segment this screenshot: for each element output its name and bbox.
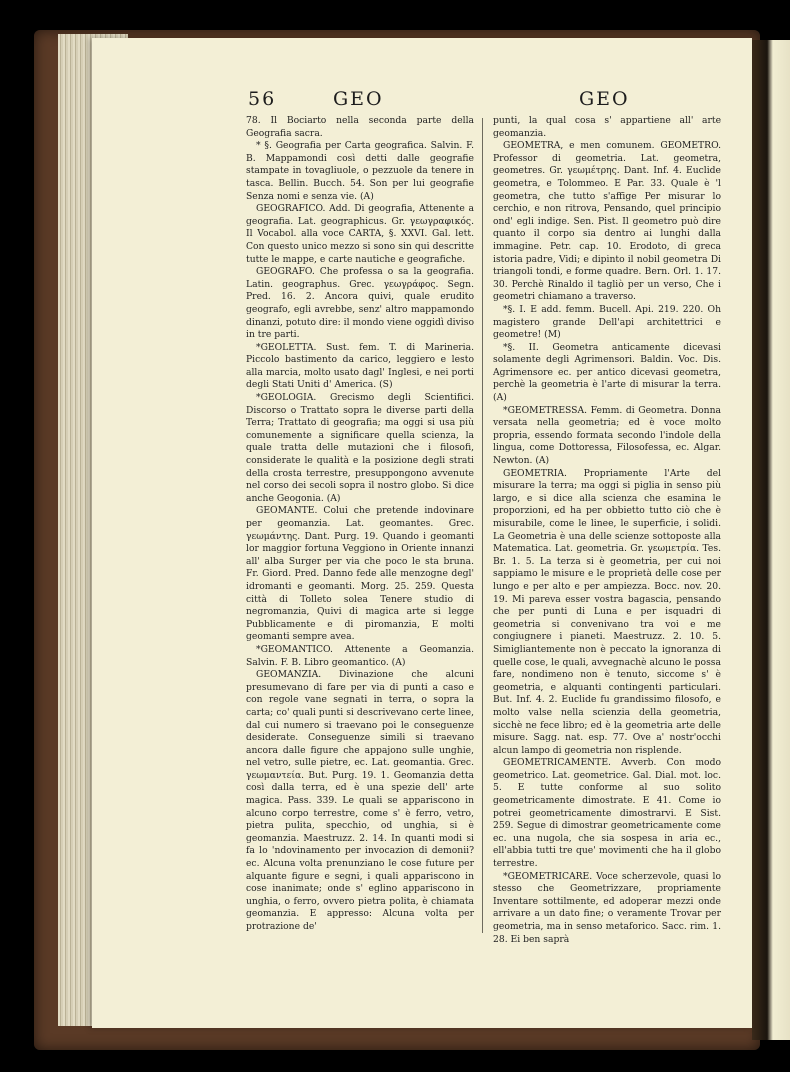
entry-paragraph: GEOGRAFICO. Add. Di geografia, Attenente a geografia. Lat. geographicus. Gr. γεωγραφικός. Il Vocabol. alla voce CARTA, §. XXVI. Gal. lett. Con questo unico mezzo si sono sin qui descritte tutte le mappe, e carte nautiche e geografiche. bbox=[246, 203, 474, 265]
entry-paragraph: GEOGRAFO. Che professa o sa la geografia. Latin. geographus. Grec. γεωγράφος. Segn. Pred. 16. 2. Ancora quivi, quale erudito geografo, egli avrebbe, senz' altro mappamondo dinanzi, potuto dire: il mondo viene oggidì diviso in tre parti. bbox=[246, 266, 474, 341]
entry-paragraph: *GEOMETRICARE. Voce scherzevole, quasi lo stesso che Geometrizzare, propriamente Inventare sottilmente, ed adoperar mezzi onde arrivare a un dato fine; o veramente Trovar per geometria, ma in senso metaforico. Sacc. rim. 1. 28. Ei ben saprà bbox=[493, 870, 721, 945]
entry-paragraph: GEOMANTE. Colui che pretende indovinare per geomanzia. Lat. geomantes. Grec. γεωμάντης. Dant. Purg. 19. Quando i geomanti lor maggior fortuna Veggiono in Oriente innanzi all' alba Surger per via che poco le sta bruna. Fr. Giord. Pred. Danno fede alle menzogne degl' idromanti e geomanti. Morg. 25. 259. Questa città di Tolleto solea Tenere studio di negromanzia, Quivi di magica arte si legge Pubblicamente e di piromanzia, E molti geomanti sempre avea. bbox=[246, 505, 474, 643]
right-column bbox=[493, 115, 721, 945]
entry-paragraph: *GEOMETRESSA. Femm. di Geometra. Donna versata nella geometria; ed è voce molto propria, essendo formata secondo l'indole della lingua, come Dottoressa, Filosofessa, ec. Algar. Newton. (A) bbox=[493, 404, 721, 467]
entry-paragraph: punti, la qual cosa s' appartiene all' arte geomanzia. bbox=[493, 115, 721, 139]
entry-paragraph: GEOMANZIA. Divinazione che alcuni presumevano di fare per via di punti a caso e con regole vane segnati in terra, o sopra la carta; co' quali punti si descrivevano certe linee, dal cui numero si traevano poi le conseguenze desiderate. Conseguenze simili si traevano ancora dalle figure che appajono sulle unghie, nel vetro, sulle pietre, ec. Lat. geomantia. Grec. γεωμαντεία. But. Purg. 19. 1. Geomanzia detta così dalla terra, ed è una spezie dell' arte magica. Pass. 339. Le quali se appariscono in alcuno corpo terrestre, come s' è ferro, vetro, pietra pulita, specchio, od unghia, si è geomanzia. Maestruzz. 2. 14. In quanti modi si fa lo 'ndovinamento per invocazion di demonii? ec. Alcuna volta prenunziano le cose future per alquante figure e segni, i quali appariscono in cose inanimate; onde s' eglino appariscono in unghia, o ferro, ovvero pietra polita, è chiamata geomanzia. E appresso: Alcuna volta per protrazione de' bbox=[246, 669, 474, 932]
entry-paragraph: * §. Geografia per Carta geografica. Salvin. F. B. Mappamondi così detti dalle geografie stampate in tovagliuole, o pezzuole da tenere in tasca. Bellin. Bucch. 54. Son per lui geografie Senza nomi e senza vie. (A) bbox=[246, 140, 474, 202]
right-running-head: GEO bbox=[579, 88, 630, 110]
entry-paragraph: GEOMETRIA. Propriamente l'Arte del misurare la terra; ma oggi si piglia in senso più largo, e si dice alla scienza che esamina le proporzioni, ed ha per obbietto tutto ciò che è misurabile, come le linee, le superficie, i solidi. La Geometria è una delle scienze sottoposte alla Matematica. Lat. geometria. Gr. γεωμετρία. Tes. Br. 1. 5. La terza si è geometria, per cui noi sappiamo le misure e le proprietà delle cose per lungo e per alto e per ampiezza. Bocc. nov. 20. 19. Mi pareva esser vostra bagascia, pensando che per punti di Luna e per isquadri di geometria si convenivano tra voi e me congiugnere i pianeti. Maestruzz. 2. 10. 5. Simigliantemente non è peccato la ignoranza di quelle cose, le quali, avvegnachè alcuno le possa fare, nondimeno non è tenuto, siccome s' è geometria, e alquanti contingenti particulari. But. Inf. 4. 2. Euclide fu grandissimo filosofo, e molto valse nella scienzia della geometria, sicchè ne fece libro; ed è la geometria arte delle misure. Sagg. nat. esp. 77. Ove a' nostr'occhi alcun lampo di geometria non risplende. bbox=[493, 467, 721, 756]
entry-paragraph: *§. II. Geometra anticamente dicevasi solamente degli Agrimensori. Baldin. Voc. Dis. Agrimensore ec. per antico dicevasi geometra, perchè la geometria è l'arte di misurar la terra. (A) bbox=[493, 341, 721, 404]
entry-paragraph: *GEOLOGIA. Grecismo degli Scientifici. Discorso o Trattato sopra le diverse parti della Terra; Trattato di geografia; ma oggi si usa più comunemente a significare quella scienza, la quale tratta delle mutazioni che i filosofi, considerate le qualità e la posizione degli strati della crosta terrestre, presuppongono avvenute nel corso dei secoli sopra il nostro globo. Si dice anche Geogonia. (A) bbox=[246, 392, 474, 504]
left-column bbox=[246, 115, 474, 937]
next-page-edge bbox=[752, 40, 790, 1040]
entry-paragraph: *GEOLETTA. Sust. fem. T. di Marineria. Piccolo bastimento da carico, leggiero e lesto alla marcia, molto usato dagl' Inglesi, e nei porti degli Stati Uniti d' America. (S) bbox=[246, 341, 474, 391]
entry-paragraph: GEOMETRICAMENTE. Avverb. Con modo geometrico. Lat. geometrice. Gal. Dial. mot. loc. 5. E tutte conforme al suo solito geometricamente dimostrate. E 41. Come io potrei geometricamente dimostrarvi. E Sist. 259. Segue di dimostrar geometricamente come ec. una nugola, che sia sospesa in aria ec., ell'abbia tutti tre que' movimenti che ha il globo terrestre. bbox=[493, 757, 721, 870]
left-running-head: GEO bbox=[333, 88, 384, 110]
entry-paragraph: GEOMETRA, e men comunem. GEOMETRO. Professor di geometria. Lat. geometra, geometres. Gr. γεωμέτρης. Dant. Inf. 4. Euclide geometra, e Tolommeo. E Par. 33. Quale è 'l geometra, che tutto s'affige Per misurar lo cerchio, e non ritrova, Pensando, quel principio ond' egli indige. Sen. Pist. Il geometro può dire quanto il corpo sia dentro ai lunghi dalla immagine. Petr. cap. 10. Erodoto, di greca istoria padre, Vidi; e dipinto il nobil geometra Di triangoli tondi, e forme quadre. Bern. Orl. 1. 17. 30. Perchè Rinaldo il tagliò per un verso, Che i geometri chiamano a traverso. bbox=[493, 140, 721, 303]
column-divider bbox=[482, 118, 483, 933]
entry-paragraph: 78. Il Bociarto nella seconda parte della Geografia sacra. bbox=[246, 115, 474, 139]
entry-paragraph: *§. I. E add. femm. Bucell. Api. 219. 220. Oh magistero grande Dell'api architettrici e geometre! (M) bbox=[493, 303, 721, 341]
entry-paragraph: *GEOMANTICO. Attenente a Geomanzia. Salvin. F. B. Libro geomantico. (A) bbox=[246, 643, 474, 668]
page-number: 56 bbox=[248, 88, 277, 110]
